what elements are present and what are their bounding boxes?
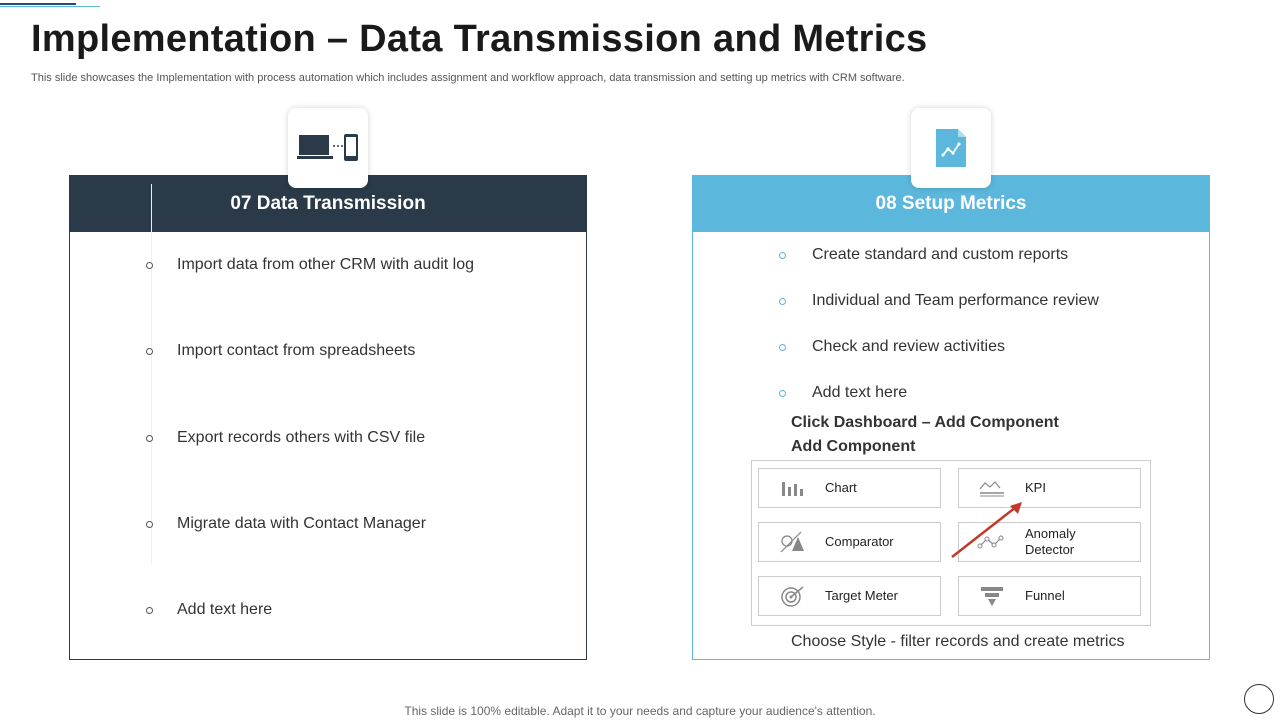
- component-kpi: KPI: [958, 468, 1141, 508]
- list-item: Add text here: [779, 384, 907, 402]
- laptop-phone-transfer-icon: [288, 108, 368, 188]
- bullet-icon: [779, 252, 786, 259]
- top-accent-line: [0, 3, 76, 5]
- bar-chart-icon: [759, 478, 825, 498]
- component-funnel: Funnel: [958, 576, 1141, 616]
- document-chart-icon: [911, 108, 991, 188]
- component-comparator: Comparator: [758, 522, 941, 562]
- setup-metrics-card: [692, 175, 1210, 660]
- bullet-icon: [146, 262, 153, 269]
- kpi-icon: [959, 479, 1025, 497]
- data-transmission-heading: 07 Data Transmission: [70, 176, 586, 232]
- target-meter-icon: [759, 585, 825, 607]
- bullet-icon: [146, 521, 153, 528]
- component-panel-screenshot: [751, 460, 1151, 626]
- bullet-icon: [146, 435, 153, 442]
- funnel-icon: [959, 585, 1025, 607]
- data-transmission-card: [69, 175, 587, 660]
- bullet-icon: [146, 607, 153, 614]
- bullet-icon: [779, 390, 786, 397]
- component-target-meter: Target Meter: [758, 576, 941, 616]
- bullet-icon: [779, 344, 786, 351]
- list-item: Import contact from spreadsheets: [146, 342, 415, 360]
- component-chart: Chart: [758, 468, 941, 508]
- timeline-line: [151, 184, 152, 564]
- bullet-icon: [146, 348, 153, 355]
- choose-style-text: Choose Style - filter records and create metrics: [791, 633, 1125, 650]
- top-accent-line-light: [0, 6, 100, 7]
- list-item: Individual and Team performance review: [779, 292, 1099, 310]
- setup-metrics-heading: 08 Setup Metrics: [693, 176, 1209, 232]
- comparator-icon: [759, 531, 825, 553]
- dashboard-instruction: Click Dashboard – Add Component: [791, 414, 1059, 431]
- footer-note: This slide is 100% editable. Adapt it to your needs and capture your audience's attention.: [404, 704, 876, 718]
- list-item: Check and review activities: [779, 338, 1005, 356]
- corner-circle-icon: [1244, 684, 1274, 714]
- add-component-label: Add Component: [791, 438, 916, 455]
- bullet-icon: [779, 298, 786, 305]
- page-title: Implementation – Data Transmission and Metrics: [31, 18, 928, 60]
- list-item: Add text here: [146, 601, 272, 619]
- list-item: Import data from other CRM with audit log: [146, 256, 474, 274]
- list-item: Create standard and custom reports: [779, 246, 1068, 264]
- component-anomaly-detector: Anomaly Detector: [958, 522, 1141, 562]
- list-item: Export records others with CSV file: [146, 429, 425, 447]
- list-item: Migrate data with Contact Manager: [146, 515, 426, 533]
- page-subtitle: This slide showcases the Implementation with process automation which includes assignment and workflow approach, data transmission and setting up metrics with CRM software.: [31, 72, 905, 84]
- red-arrow-icon: [948, 497, 1028, 563]
